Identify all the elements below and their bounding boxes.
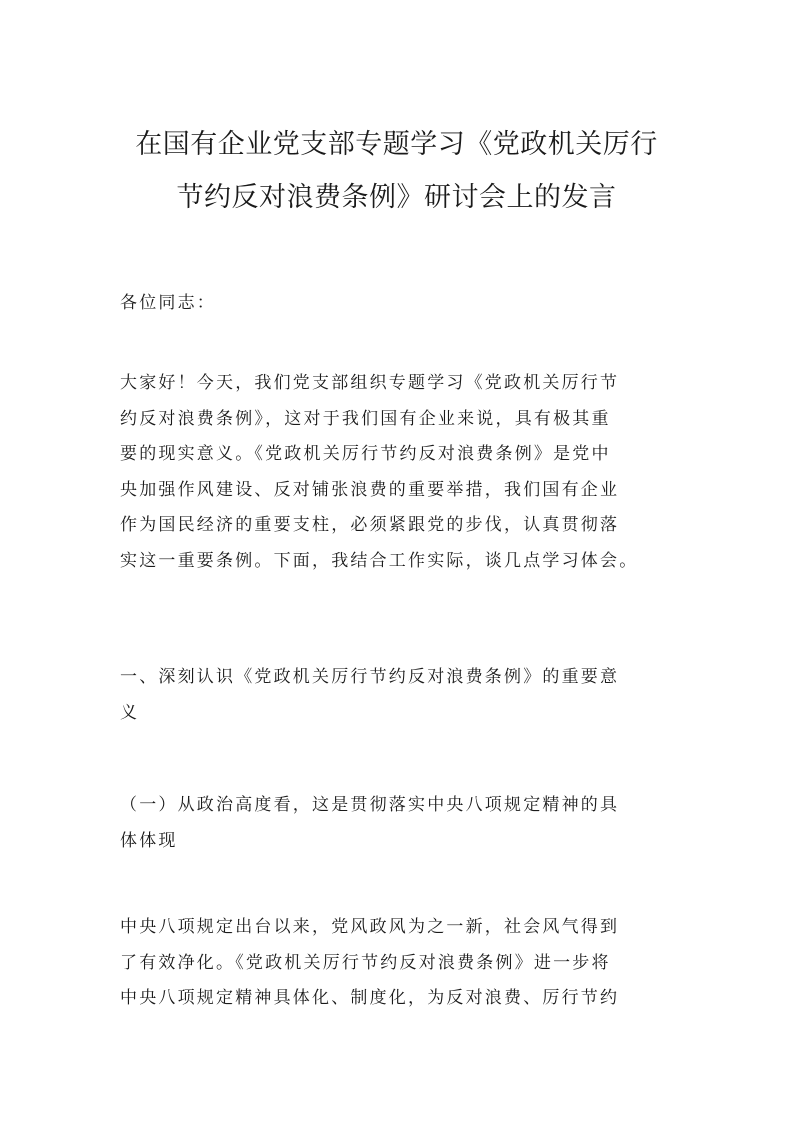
paragraph-line: 约反对浪费条例》，这对于我们国有企业来说，具有极其重 (120, 408, 611, 429)
paragraph-line: 大家好！今天，我们党支部组织专题学习《党政机关厉行节 (120, 373, 620, 393)
paragraph-line: 央加强作风建设、反对铺张浪费的重要举措，我们国有企业 (120, 479, 620, 500)
subsection-heading-1 (120, 788, 680, 859)
paragraph-line: 作为国民经济的重要支柱，必须紧跟党的步伐，认真贯彻落 (120, 515, 620, 536)
paragraph-line: 要的现实意义。《党政机关厉行节约反对浪费条例》是党中 (120, 444, 611, 465)
paragraph-line: 中央八项规定出台以来，党风政风为之一新，社会风气得到 (120, 917, 620, 937)
section-heading-1 (120, 660, 680, 731)
heading-line: 义 (120, 702, 140, 723)
body-paragraph-2 (120, 910, 680, 1017)
document-title (100, 118, 693, 224)
heading-line: 一、深刻认识《党政机关厉行节约反对浪费条例》的重要意 (120, 667, 620, 687)
title-line: 节约反对浪费条例》研讨会上的发言 (176, 182, 617, 213)
greeting (120, 286, 680, 322)
opening-paragraph (120, 366, 680, 580)
paragraph-line: 中央八项规定精神具体化、制度化，为反对浪费、厉行节约 (120, 988, 620, 1009)
title-line: 在国有企业党支部专题学习《党政机关厉行 (135, 129, 658, 160)
heading-line: 体体现 (120, 830, 178, 851)
heading-line: （一）从政治高度看，这是贯彻落实中央八项规定精神的具 (120, 795, 620, 815)
greeting-text: 各位同志： (120, 293, 216, 313)
paragraph-line: 了有效净化。《党政机关厉行节约反对浪费条例》进一步将 (120, 952, 611, 973)
paragraph-line: 实这一重要条例。下面，我结合工作实际，谈几点学习体会。 (120, 550, 639, 571)
